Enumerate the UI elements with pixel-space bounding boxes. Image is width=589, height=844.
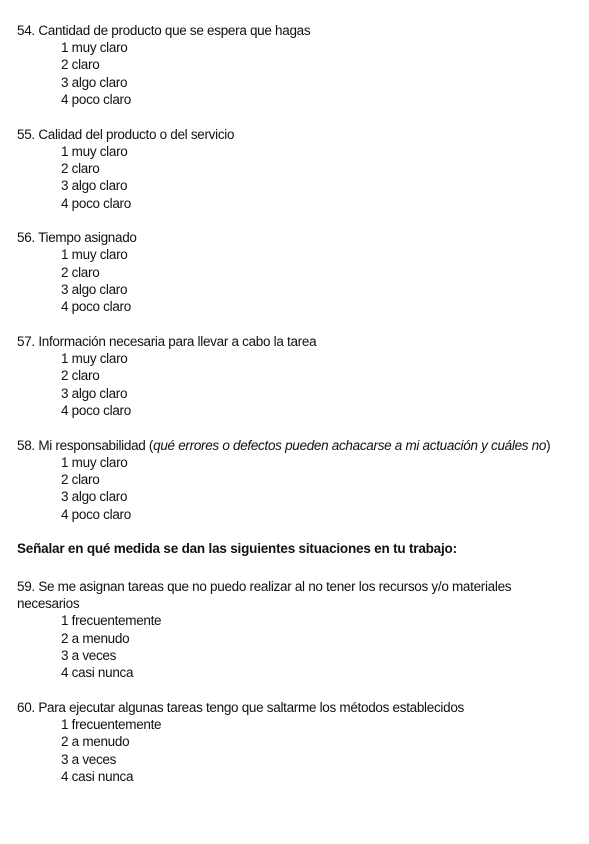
question-56 [17,229,573,316]
option-item: 2 a menudo [61,630,130,646]
option-item: 1 muy claro [61,247,128,263]
question-text: 60. Para ejecutar algunas tareas tengo que saltarme los métodos establecidos [17,699,464,715]
option-item: 4 poco claro [61,506,131,522]
options-list [17,350,573,420]
options-list [17,143,573,213]
option-item: 2 claro [61,368,100,384]
options-list [17,454,573,524]
option-item: 1 muy claro [61,350,128,366]
question-text: 59. Se me asignan tareas que no puedo realizar al no tener los recursos y/o materiales necesarios [17,579,512,612]
option-item: 2 claro [61,161,100,177]
question-text [17,437,573,454]
option-item: 3 algo claro [61,178,128,194]
option-item: 2 a menudo [61,734,130,750]
option-item: 4 poco claro [61,195,131,211]
option-item: 3 a veces [61,751,117,767]
question-57 [17,333,573,420]
option-item: 3 algo claro [61,385,128,401]
question-text: 54. Cantidad de producto que se espera que hagas [17,23,311,38]
option-item: 4 poco claro [61,92,131,108]
question-text-italic: qué errores o defectos pueden achacarse a mi actuación y cuáles no [153,437,547,453]
option-item: 4 casi nunca [61,768,134,784]
options-list [17,716,573,786]
question-60 [17,699,573,786]
question-text-start: 58. Mi responsabilidad ( [17,437,154,453]
option-item: 1 frecuentemente [61,716,162,732]
option-item: 2 claro [61,57,100,73]
options-list [17,612,573,682]
section-heading: Señalar en qué medida se dan las siguientes situaciones en tu trabajo: [17,541,457,557]
option-item: 4 casi nunca [61,665,134,681]
question-54 [17,22,573,109]
options-list [17,39,573,109]
option-item: 1 muy claro [61,40,128,55]
option-item: 4 poco claro [61,299,131,315]
option-item: 3 algo claro [61,282,128,298]
option-item: 2 claro [61,471,100,487]
option-item: 1 muy claro [61,454,128,470]
question-55 [17,126,573,213]
options-list [17,246,573,316]
option-item: 1 muy claro [61,143,128,159]
option-item: 3 a veces [61,647,117,663]
option-item: 2 claro [61,264,100,280]
option-item: 3 algo claro [61,74,128,90]
question-59 [17,578,573,682]
question-text: 55. Calidad del producto o del servicio [17,126,235,142]
option-item: 3 algo claro [61,489,128,505]
question-text: 56. Tiempo asignado [17,230,137,246]
option-item: 1 frecuentemente [61,613,162,629]
question-58 [17,437,573,524]
option-item: 4 poco claro [61,403,131,419]
question-text: 57. Información necesaria para llevar a cabo la tarea [17,333,317,349]
question-text-end: ) [546,437,551,453]
